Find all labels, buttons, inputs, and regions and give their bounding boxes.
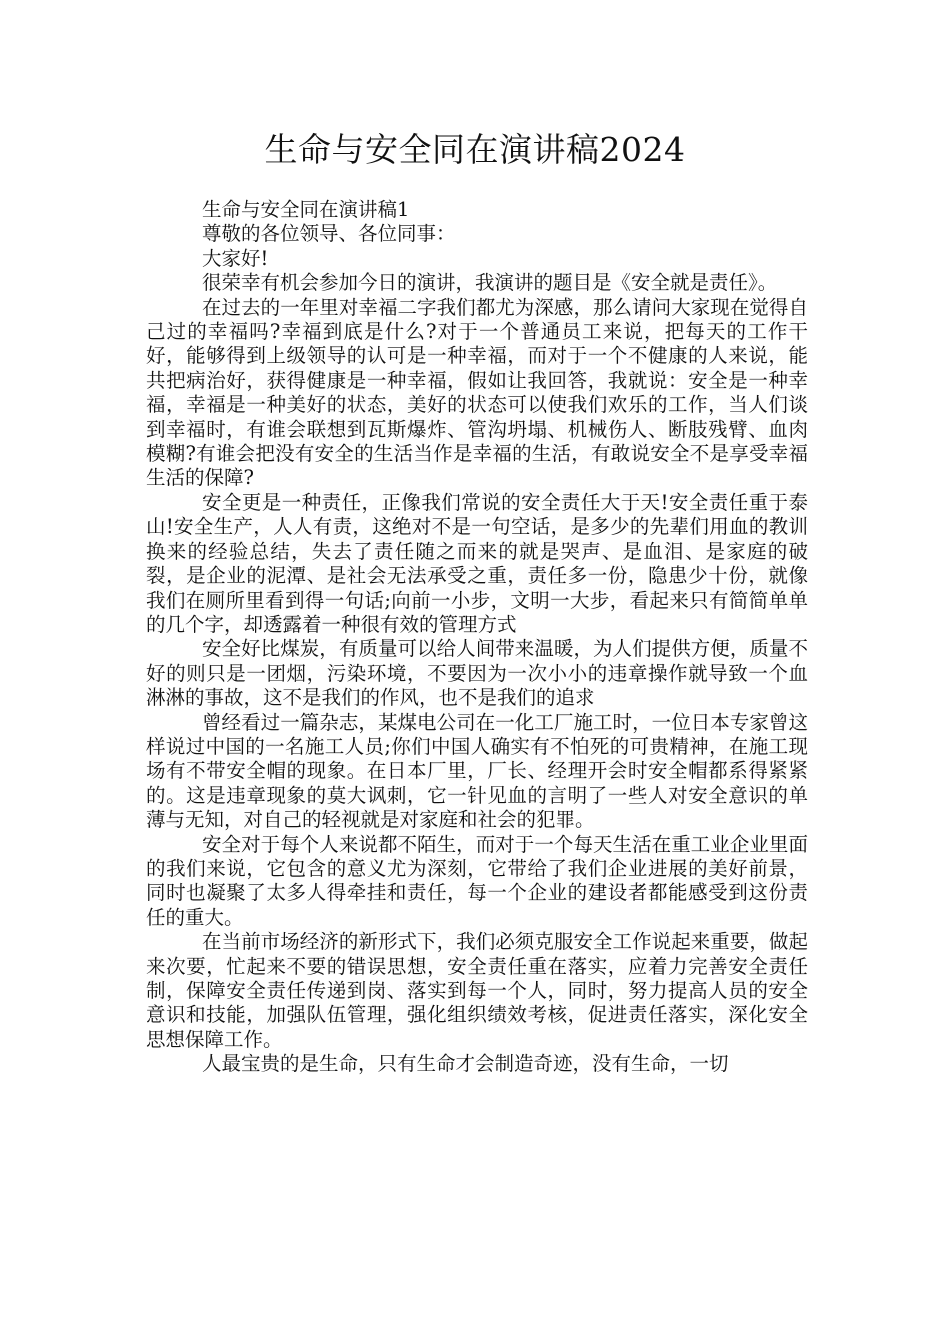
paragraph-coal: 安全好比煤炭，有质量可以给人间带来温暖，为人们提供方便，质量不好的则只是一团烟，污染环境，不要因为一次小小的违章操作就导致一个血淋淋的事故，这不是我们的作风，也不是我们的追求 <box>146 637 808 710</box>
paragraph-happiness: 在过去的一年里对幸福二字我们都尤为深感，那么请问大家现在觉得自己过的幸福吗?幸福到底是什么?对于一个普通员工来说，把每天的工作干好，能够得到上级领导的认可是一种幸福，而对于一个不健康的人来说，能共把病治好，获得健康是一种幸福，假如让我回答，我就说：安全是一种幸福，幸福是一种美好的状态，美好的状态可以使我们欢乐的工作，当人们谈到幸福时，有谁会联想到瓦斯爆炸、管沟坍塌、机械伤人、断肢残臂、血肉模糊?有谁会把没有安全的生活当作是幸福的生活，有敢说安全不是享受幸福生活的保障? <box>146 295 808 490</box>
paragraph-enterprise: 安全对于每个人来说都不陌生，而对于一个每天生活在重工业企业里面的我们来说，它包含的意义尤为深刻，它带给了我们企业进展的美好前景，同时也凝聚了太多人得牵挂和责任，每一个企业的建设者都能感受到这份责任的重大。 <box>146 832 808 929</box>
salutation: 尊敬的各位领导、各位同事： <box>202 222 456 246</box>
speech-subtitle: 生命与安全同在演讲稿1 <box>202 198 410 221</box>
paragraph-market: 在当前市场经济的新形式下，我们必须克服安全工作说起来重要，做起来次要，忙起来不要的错误思想，安全责任重在落实，应着力完善安全责任制，保障安全责任传递到岗、落实到每一个人，同时，努力提高人员的安全意识和技能，加强队伍管理，强化组织绩效考核，促进责任落实，深化安全思想保障工作。 <box>146 930 808 1051</box>
document-title: 生命与安全同在演讲稿2024 <box>264 130 686 169</box>
paragraph-intro: 很荣幸有机会参加今日的演讲，我演讲的题目是《安全就是责任》。 <box>202 271 778 295</box>
paragraph-life: 人最宝贵的是生命，只有生命才会制造奇迹，没有生命，一切 <box>202 1052 729 1076</box>
paragraph-responsibility: 安全更是一种责任，正像我们常说的安全责任大于天!安全责任重于泰山!安全生产，人人有责，这绝对不是一句空话，是多少的先辈们用血的教训换来的经验总结，失去了责任随之而来的就是哭声、是血泪、是家庭的破裂，是企业的泥潭、是社会无法承受之重，责任多一份，隐患少十份，就像我们在厕所里看到得一句话;向前一小步，文明一大步，看起来只有简简单单的几个字，却透露着一种很有效的管理方式 <box>146 490 808 636</box>
greeting: 大家好! <box>202 246 269 270</box>
paragraph-magazine: 曾经看过一篇杂志，某煤电公司在一化工厂施工时，一位日本专家曾这样说过中国的一名施工人员;你们中国人确实有不怕死的可贵精神，在施工现场有不带安全帽的现象。在日本厂里，厂长、经理开会时安全帽都系得紧紧的。这是违章现象的莫大讽刺，它一针见血的言明了一些人对安全意识的单薄与无知，对自己的轻视就是对家庭和社会的犯罪。 <box>146 710 808 832</box>
document-body <box>146 198 808 1077</box>
